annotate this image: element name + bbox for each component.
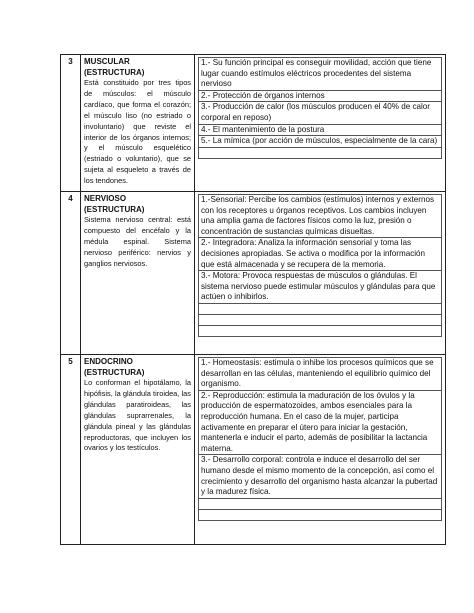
organ-cell <box>81 192 195 355</box>
function-item: 3.- Producción de calor (los músculos producen el 40% de calor corporal en reposo) <box>198 101 442 124</box>
organ-name: NERVIOSO <box>84 194 127 203</box>
function-item: 2.- Reproducción: estimula la maduración de los óvulos y la producción de espermatozoides, ambos esenciales para la reproducción humana. En el caso de la mujer, participa activamente en preparar el útero para iniciar la gestación, mantenerla e inducir el parto, además de posibilitar la lactancia materna. <box>198 390 442 456</box>
function-item: 1.- Su función principal es conseguir movilidad, acción que tiene lugar cuando estímulos eléctricos procedentes del sistema nervioso <box>198 57 442 91</box>
row-number: 3 <box>61 55 81 192</box>
organ-subtitle: (ESTRUCTURA) <box>84 367 145 377</box>
functions-cell <box>195 55 446 192</box>
organ-description: Lo conforman el hipotálamo, la hipófisis, la glándula tiroidea, las glándulas paratiroideas, las glándulas suprarrenales, la glándula pineal y las glándulas reproductoras, que incluyen los ovarios y los testículos. <box>84 378 191 453</box>
organ-description: Está constituido por tres tipos de músculos: el músculo cardíaco, que forma el corazón; el músculo liso (no estriado o involuntario) que reviste el interior de los órganos internos; y el músculo esquelético (estriado o voluntario), que se sujeta al esqueleto a través de los tendones. <box>84 78 191 186</box>
function-item: 3.- Motora: Provoca respuestas de músculos o glándulas. El sistema nervioso puede estimular músculos y glándulas para que actúen o inhibirlos. <box>198 270 442 304</box>
functions-cell <box>195 192 446 355</box>
function-item: 2.- Protección de órganos internos <box>198 90 442 103</box>
empty-line <box>198 509 442 521</box>
function-item: 1.-Sensorial: Percibe los cambios (estímulos) internos y externos con los receptores u órganos receptivos. Los cambios incluyen una amplia gama de factores físicos como la luz, presión o concentración de sustancias químicas disueltas. <box>198 194 442 238</box>
organ-cell <box>81 55 195 192</box>
organ-subtitle: (ESTRUCTURA) <box>84 204 145 214</box>
function-item: 3.- Desarrollo corporal: controla e induce el desarrollo del ser humano desde el mismo momento de la concepción, así como el crecimiento y desarrollo del organismo hasta alcanzar la pubertad y la madurez física. <box>198 454 442 498</box>
organ-name: ENDOCRINO <box>84 357 133 366</box>
function-item: 4.- El mantenimiento de la postura <box>198 124 442 137</box>
function-item: 2.- Integradora: Analiza la información sensorial y toma las decisiones apropiadas. Se activa o modifica por la información que está almacenada y se recupera de la memoria. <box>198 237 442 271</box>
empty-line <box>198 147 442 159</box>
row-number: 5 <box>61 355 81 545</box>
function-item: 5.- La mímica (por acción de músculos, especialmente de la cara) <box>198 135 442 148</box>
empty-line <box>198 325 442 337</box>
table-row <box>61 55 446 192</box>
function-item: 1.- Homeostasis: estimula o inhibe los procesos químicos que se desarrollan en las células, manteniendo el equilibrio químico del organismo. <box>198 357 442 391</box>
functions-cell <box>195 355 446 545</box>
organ-subtitle: (ESTRUCTURA) <box>84 67 145 77</box>
organ-name: MUSCULAR <box>84 57 130 66</box>
organ-description: Sistema nervioso central: está compuesto del encéfalo y la médula espinal. Sistema nervioso periférico: nervios y ganglios nerviosos. <box>84 215 191 268</box>
table-row <box>61 192 446 355</box>
table-row <box>61 355 446 545</box>
row-number: 4 <box>61 192 81 355</box>
organ-systems-table <box>60 54 446 545</box>
organ-cell <box>81 355 195 545</box>
